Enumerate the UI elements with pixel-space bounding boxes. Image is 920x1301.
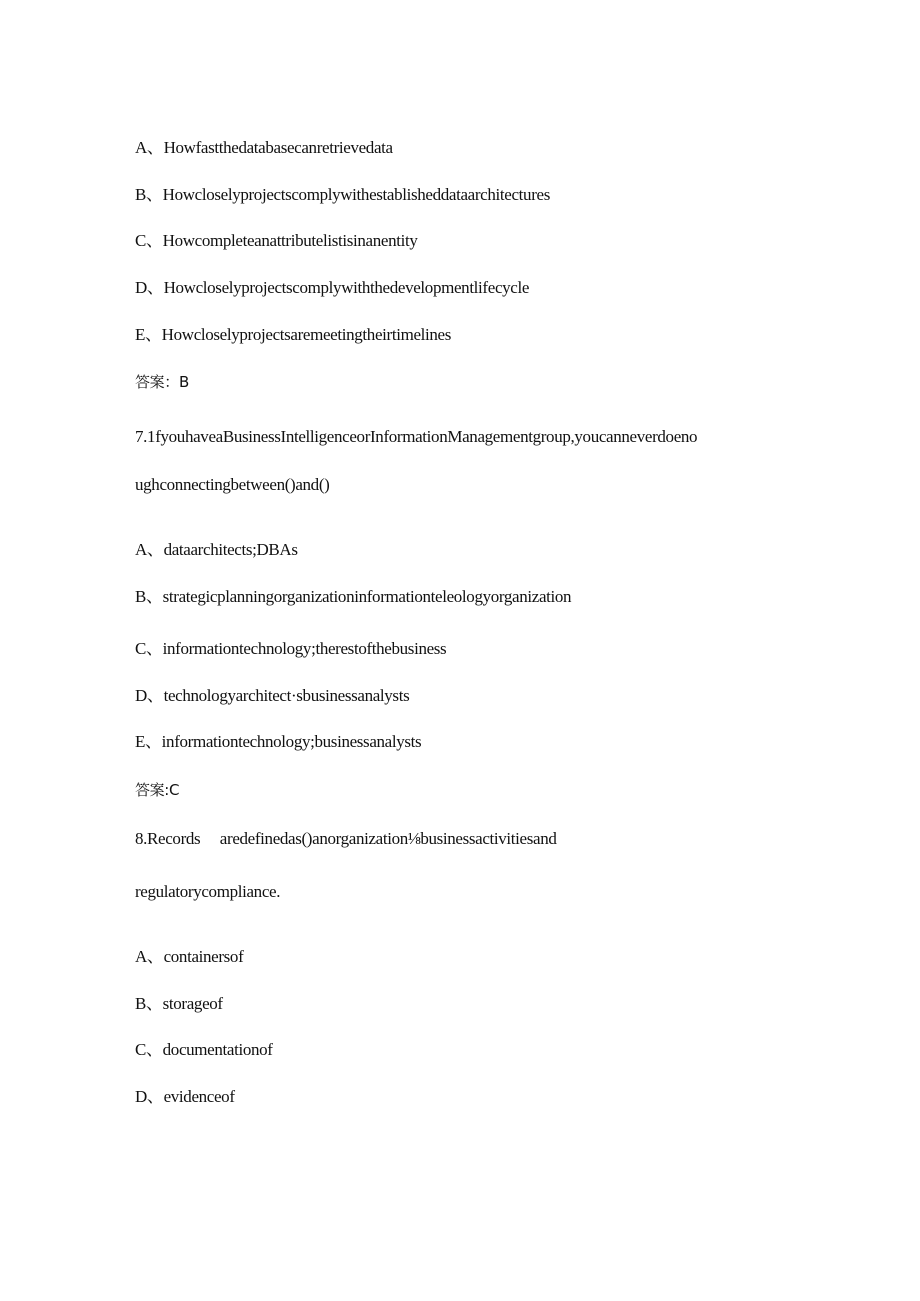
q8-question-line-1: 8.Records aredefinedas()anorganization⅛businessactivitiesand bbox=[135, 829, 557, 848]
q7-option-b: B、strategicplanningorganizationinformationteleologyorganization bbox=[135, 587, 572, 606]
q8-question-line-2: regulatorycompliance. bbox=[135, 882, 281, 901]
q6-option-a: A、Howfastthedatabasecanretrievedata bbox=[135, 138, 393, 157]
q6-answer: 答案：B bbox=[135, 373, 189, 391]
q6-option-e: E、Howcloselyprojectsaremeetingtheirtimelines bbox=[135, 325, 451, 344]
q8-option-c: C、documentationof bbox=[135, 1040, 273, 1059]
q7-answer: 答案:C bbox=[135, 781, 180, 799]
q7-option-e: E、informationtechnology;businessanalysts bbox=[135, 732, 422, 751]
q8-option-b: B、storageof bbox=[135, 994, 223, 1013]
q7-option-a: A、dataarchitects;DBAs bbox=[135, 540, 298, 559]
q7-option-d: D、technologyarchitect·sbusinessanalysts bbox=[135, 686, 410, 705]
q6-option-b: B、Howcloselyprojectscomplywithestablisheddataarchitectures bbox=[135, 185, 550, 204]
q6-option-d: D、Howcloselyprojectscomplywiththedevelopmentlifecycle bbox=[135, 278, 530, 297]
q7-question-line-2: ughconnectingbetween()and() bbox=[135, 475, 330, 494]
q7-question-line-1: 7.1fyouhaveaBusinessIntelligenceorInformationManagementgroup,youcanneverdoeno bbox=[135, 427, 698, 446]
q8-option-d: D、evidenceof bbox=[135, 1087, 235, 1106]
q6-option-c: C、Howcompleteanattributelistisinanentity bbox=[135, 231, 418, 250]
q8-option-a: A、containersof bbox=[135, 947, 244, 966]
q7-option-c: C、informationtechnology;therestofthebusiness bbox=[135, 639, 447, 658]
